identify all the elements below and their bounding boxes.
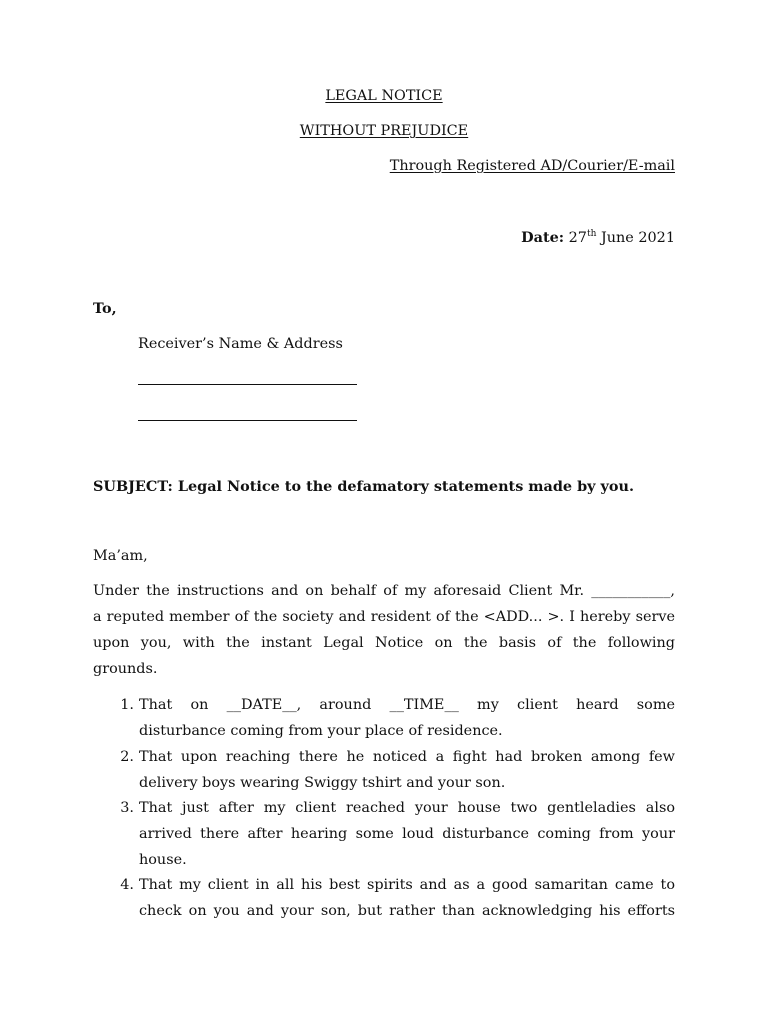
- date-label: Date:: [521, 229, 565, 246]
- list-item-number: 3.: [120, 800, 134, 816]
- to-label: To,: [93, 300, 117, 317]
- list-item-line: That upon reaching there he noticed a fight had broken among few: [139, 749, 675, 765]
- intro-line-4: grounds.: [93, 661, 158, 677]
- notice-date: [521, 229, 675, 246]
- list-item-line: house.: [139, 852, 187, 868]
- list-item-line: That on __DATE__, around __TIME__ my client heard some: [139, 697, 675, 713]
- list-item-number: 2.: [120, 749, 134, 765]
- address-blank-line-1: [138, 384, 357, 385]
- intro-line-1: Under the instructions and on behalf of my aforesaid Client Mr. ___________,: [93, 583, 675, 599]
- list-item-line: disturbance coming from your place of residence.: [139, 723, 503, 739]
- list-item-number: 1.: [120, 697, 134, 713]
- receiver-name-address: Receiver’s Name & Address: [138, 336, 343, 352]
- intro-line-3: upon you, with the instant Legal Notice on the basis of the following: [93, 635, 675, 651]
- notice-subtitle: WITHOUT PREJUDICE: [299, 123, 469, 139]
- list-item-line: delivery boys wearing Swiggy tshirt and your son.: [139, 775, 506, 791]
- list-item-number: 4.: [120, 877, 134, 893]
- list-item-line: That just after my client reached your house two gentleladies also: [139, 800, 675, 816]
- list-item-line: That my client in all his best spirits and as a good samaritan came to: [139, 877, 675, 893]
- subject-line: [93, 478, 634, 495]
- intro-line-2: a reputed member of the society and resident of the <ADD... >. I hereby serve: [93, 609, 675, 625]
- list-item-line: check on you and your son, but rather than acknowledging his efforts: [139, 903, 675, 919]
- notice-title: LEGAL NOTICE: [325, 88, 443, 104]
- subject-label: SUBJECT:: [93, 478, 173, 495]
- date-month-year: June 2021: [600, 230, 675, 246]
- date-suffix: th: [586, 229, 597, 240]
- subject-text: Legal Notice to the defamatory statements made by you.: [177, 478, 634, 495]
- address-blank-line-2: [138, 420, 357, 421]
- list-item-line: arrived there after hearing some loud disturbance coming from your: [139, 826, 675, 842]
- intro-paragraph: [93, 578, 675, 682]
- delivery-method: Through Registered AD/Courier/E-mail: [389, 158, 675, 174]
- date-day: 27: [568, 230, 587, 246]
- salutation: Ma’am,: [93, 548, 148, 564]
